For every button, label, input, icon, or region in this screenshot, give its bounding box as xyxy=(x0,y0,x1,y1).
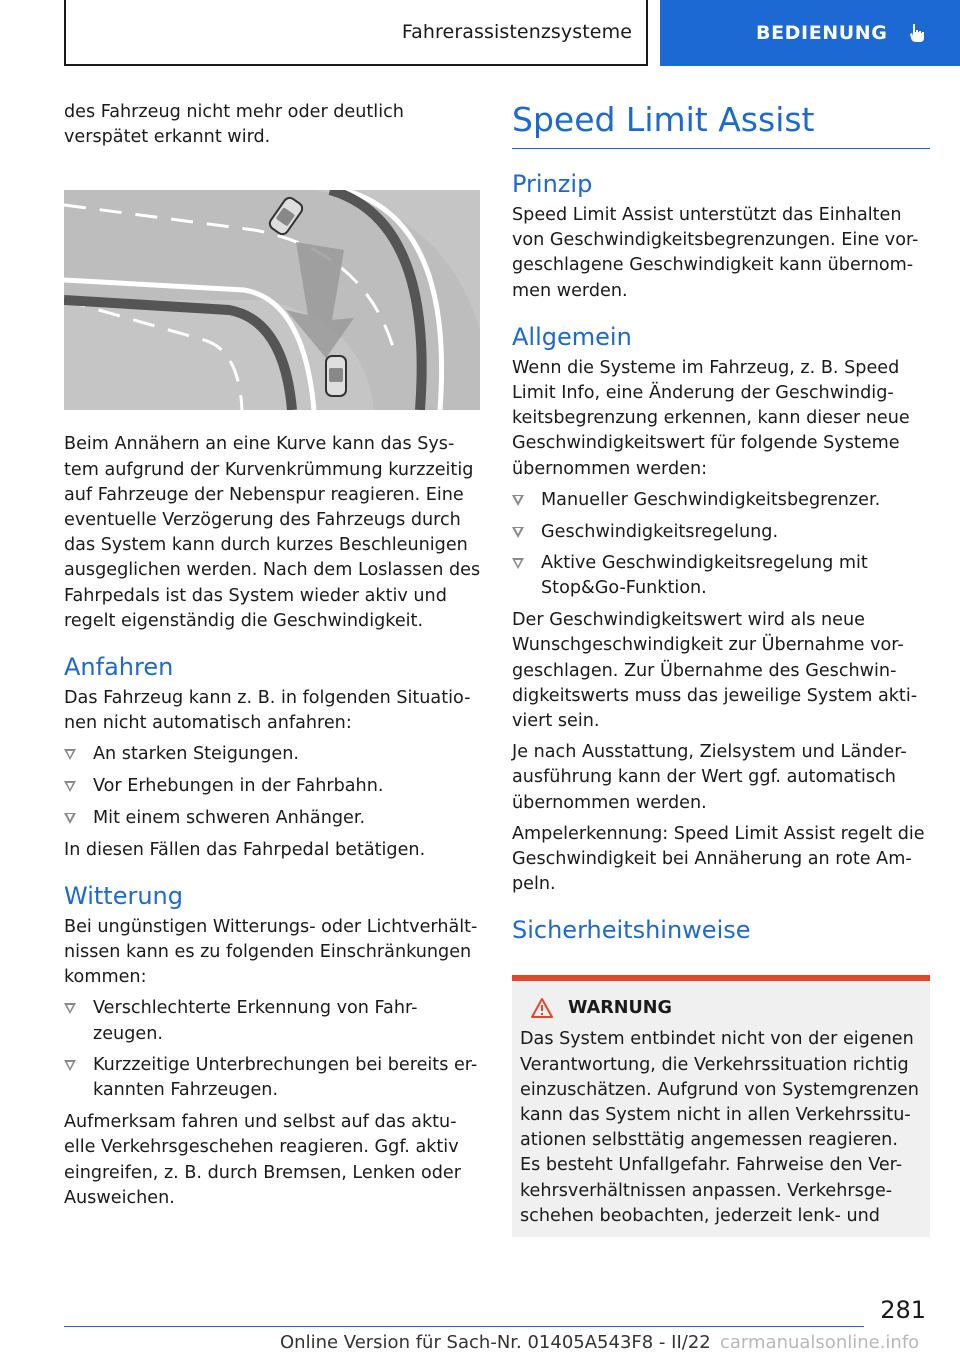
curve-lane-cars-illustration xyxy=(64,190,480,410)
footer-divider xyxy=(64,1326,864,1327)
anfahren-list xyxy=(64,742,482,831)
triangle-bullet-icon xyxy=(64,1003,76,1014)
watermark: carmanualsonline.info xyxy=(720,1332,920,1353)
triangle-bullet-icon xyxy=(512,527,524,538)
online-version-text: Online Version für Sach-Nr. 01405A543F8 - II/22 xyxy=(280,1332,711,1353)
allgemein-text: Wenn die Systeme im Fahrzeug, z. B. Speed Limit Info, eine Änderung der Geschwindig-keitsbegrenzung erkennen, kann dieser neue Geschwindigkeitswert für folgende Systeme übernommen werden: xyxy=(512,357,910,479)
header-section-title: Fahrerassistenzsysteme xyxy=(401,21,632,43)
list-item: Geschwindigkeitsregelung. xyxy=(512,520,930,545)
allgemein-p2: Je nach Ausstattung, Zielsystem und Länder-ausführung kann der Wert ggf. automatisch übernommen werden. xyxy=(512,742,907,813)
warning-header xyxy=(530,997,922,1019)
witterung-heading: Witterung xyxy=(64,881,183,910)
warning-triangle-icon xyxy=(530,997,554,1019)
witterung-after: Aufmerksam fahren und selbst auf das aktu-elle Verkehrsgeschehen reagieren. Ggf. aktiv eingreifen, z. B. durch Bremsen, Lenken oder Ausweichen. xyxy=(64,1112,461,1208)
allgemein-p3: Ampelerkennung: Speed Limit Assist regelt die Geschwindigkeit bei Annäherung an rote Am-peln. xyxy=(512,823,925,895)
warning-label: WARNUNG xyxy=(568,998,672,1019)
triangle-bullet-icon xyxy=(64,813,76,824)
anfahren-heading: Anfahren xyxy=(64,653,174,682)
anfahren-text: Das Fahrzeug kann z. B. in folgenden Situatio-nen nicht automatisch anfahren: xyxy=(64,688,471,734)
page-number: 281 xyxy=(880,1296,926,1324)
list-item: Verschlechterte Erkennung von Fahr-zeugen. xyxy=(64,996,482,1046)
triangle-bullet-icon xyxy=(512,558,524,569)
list-item: Vor Erhebungen in der Fahrbahn. xyxy=(64,774,482,799)
prinzip-heading: Prinzip xyxy=(512,170,593,198)
left-column xyxy=(64,100,482,1217)
header-chapter-tab xyxy=(660,0,960,66)
prinzip-text: Speed Limit Assist unterstützt das Einhalten von Geschwindigkeitsbegrenzungen. Eine vor-geschlagene Geschwindigkeit kann übernom-men werden. xyxy=(512,205,919,301)
curve-text: Beim Annähern an eine Kurve kann das Sys-tem aufgrund der Kurvenkrümmung kurzzeitig auf Fahrzeuge der Nebenspur reagieren. Eine eventuelle Verzögerung des Fahrzeugs durch das System kann durch kurzes Beschleunigen ausgeglichen werden. Nach dem Loslassen des Fahrpedals ist das System wieder aktiv und regelt eigenständig die Geschwindigkeit. xyxy=(64,434,481,631)
anfahren-after: In diesen Fällen das Fahrpedal betätigen. xyxy=(64,839,426,860)
triangle-bullet-icon xyxy=(64,781,76,792)
list-item: Kurzzeitige Unterbrechungen bei bereits er-kannten Fahrzeugen. xyxy=(64,1053,482,1103)
header-chapter-label: BEDIENUNG xyxy=(756,22,888,44)
warning-text: Das System entbindet nicht von der eigenen Verantwortung, die Verkehrssituation richtig einzuschätzen. Aufgrund von Systemgrenzen kann das System nicht in allen Verkehrssitu-ationen selbsttätig angemessen reagieren. Es besteht Unfallgefahr. Fahrweise den Ver-kehrsverhältnissen anpassen. Verkehrsge-schehen beobachten, jederzeit lenk- und xyxy=(520,1029,919,1226)
warning-box xyxy=(512,975,930,1237)
list-item: An starken Steigungen. xyxy=(64,742,482,767)
allgemein-list xyxy=(512,488,930,602)
sicherheit-heading: Sicherheitshinweise xyxy=(512,916,751,945)
triangle-bullet-icon xyxy=(512,495,524,506)
intro-text: des Fahrzeug nicht mehr oder deutlich verspätet erkannt wird. xyxy=(64,102,404,148)
right-column xyxy=(512,100,930,1237)
allgemein-heading: Allgemein xyxy=(512,322,632,351)
pointing-hand-icon xyxy=(906,21,930,45)
triangle-bullet-icon xyxy=(64,1060,76,1071)
list-item: Manueller Geschwindigkeitsbegrenzer. xyxy=(512,488,930,513)
triangle-bullet-icon xyxy=(64,749,76,760)
witterung-text: Bei ungünstigen Witterungs- oder Lichtverhält-nissen kann es zu folgenden Einschränkungen kommen: xyxy=(64,916,478,988)
list-item: Mit einem schweren Anhänger. xyxy=(64,806,482,831)
witterung-list xyxy=(64,996,482,1103)
header-section-box xyxy=(64,0,648,66)
allgemein-p1: Der Geschwindigkeitswert wird als neue Wunschgeschwindigkeit zur Übernahme vor-geschlagen. Zur Übernahme des Geschwin-digkeitswerts muss das jeweilige System akti-viert sein. xyxy=(512,610,918,731)
list-item: Aktive Geschwindigkeitsregelung mit Stop&Go-Funktion. xyxy=(512,551,930,601)
page-title: Speed Limit Assist xyxy=(512,100,930,149)
